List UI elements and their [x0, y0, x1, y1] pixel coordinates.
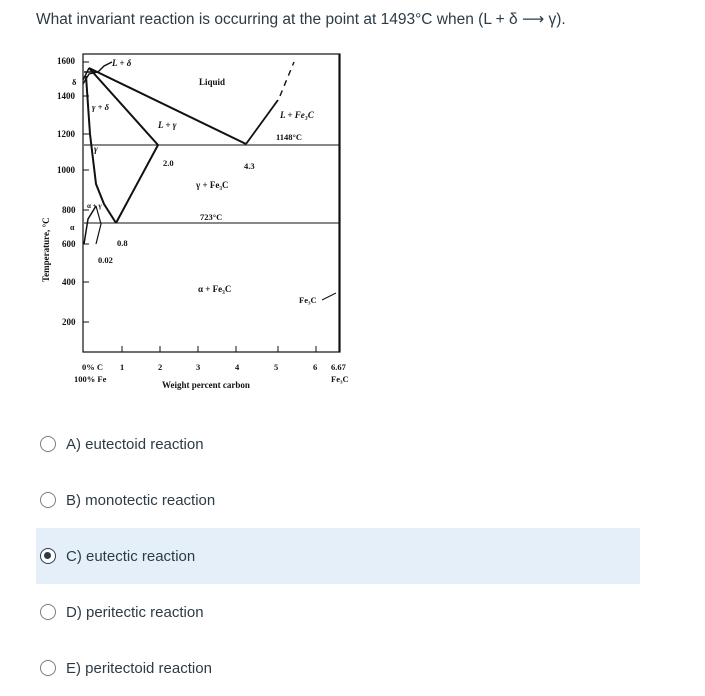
label-liquid: Liquid	[199, 77, 226, 87]
answer-option-a[interactable]	[36, 416, 640, 472]
x-tick-5: 5	[274, 362, 279, 372]
liquidus-dashed	[280, 62, 294, 96]
label-delta: δ	[72, 77, 77, 87]
x-sub-fe3c: Fe₃C	[331, 374, 349, 384]
y-tick-200: 200	[62, 317, 76, 327]
fe3c-arrow	[322, 293, 336, 300]
label-gamma-delta: γ + δ	[92, 102, 109, 112]
y-tick-800: 800	[62, 205, 76, 215]
phase-diagram-svg	[36, 44, 376, 404]
x-tick-1: 1	[120, 362, 125, 372]
radio-b[interactable]	[40, 492, 56, 508]
y-tick-1600: 1600	[57, 56, 75, 66]
answer-label-b: B) monotectic reaction	[66, 491, 216, 509]
label-gamma-fe3c: γ + Fe₃C	[196, 180, 229, 190]
alpha-solvus	[84, 206, 96, 244]
fe-c-phase-diagram	[36, 44, 376, 404]
answer-label-e: E) peritectoid reaction	[66, 659, 212, 677]
a3-line	[86, 76, 116, 223]
radio-d[interactable]	[40, 604, 56, 620]
x-tick-2: 2	[158, 362, 163, 372]
label-alpha-gamma: α + γ	[87, 202, 102, 210]
radio-a[interactable]	[40, 436, 56, 452]
label-gamma: γ	[94, 144, 98, 154]
plot-frame	[83, 54, 340, 352]
label-l-gamma: L + γ	[158, 120, 177, 130]
y-tick-600: 600	[62, 239, 76, 249]
y-tick-1400: 1400	[57, 91, 75, 101]
x-tick-0: 0% C	[82, 362, 104, 372]
answer-label-c: C) eutectic reaction	[66, 547, 196, 565]
label-eutectic-temp: 1148°C	[276, 132, 303, 142]
radio-e[interactable]	[40, 660, 56, 676]
label-c-4-3: 4.3	[244, 161, 255, 171]
label-l-delta: L + δ	[112, 58, 132, 68]
label-alpha-fe3c: α + Fe₃C	[198, 284, 232, 294]
x-ticks	[122, 346, 316, 352]
label-l-fe3c: L + Fe₃C	[280, 110, 314, 120]
liquidus-right	[246, 100, 278, 144]
alpha-gamma-left	[96, 206, 101, 244]
radio-c[interactable]	[40, 548, 56, 564]
answer-option-e[interactable]	[36, 640, 640, 696]
y-axis-label: Temperature, °C	[41, 217, 51, 282]
answer-option-d[interactable]	[36, 584, 640, 640]
y-tick-400: 400	[62, 277, 76, 287]
label-alpha: α	[70, 223, 75, 232]
x-axis-label: Weight percent carbon	[162, 380, 250, 390]
x-sub-fe: 100% Fe	[74, 374, 107, 384]
label-c-0-8: 0.8	[117, 238, 128, 248]
x-tick-6: 6	[313, 362, 318, 372]
answer-option-c[interactable]	[36, 528, 640, 584]
y-tick-1200: 1200	[57, 129, 75, 139]
label-eutectoid-temp: 723°C	[200, 212, 223, 222]
answer-label-d: D) peritectic reaction	[66, 603, 204, 621]
x-tick-667: 6.67	[331, 362, 346, 372]
answer-label-a: A) eutectoid reaction	[66, 435, 204, 453]
answer-option-b[interactable]	[36, 472, 640, 528]
acm-line	[116, 145, 158, 223]
x-tick-3: 3	[196, 362, 201, 372]
label-c-0-02: 0.02	[98, 255, 113, 265]
label-c-2-0: 2.0	[163, 158, 174, 168]
x-tick-4: 4	[235, 362, 240, 372]
y-tick-1000: 1000	[57, 165, 75, 175]
question-text: What invariant reaction is occurring at the point at 1493°C when (L + δ ⟶ γ).	[36, 11, 566, 28]
label-fe3c: Fe₃C	[299, 295, 317, 305]
